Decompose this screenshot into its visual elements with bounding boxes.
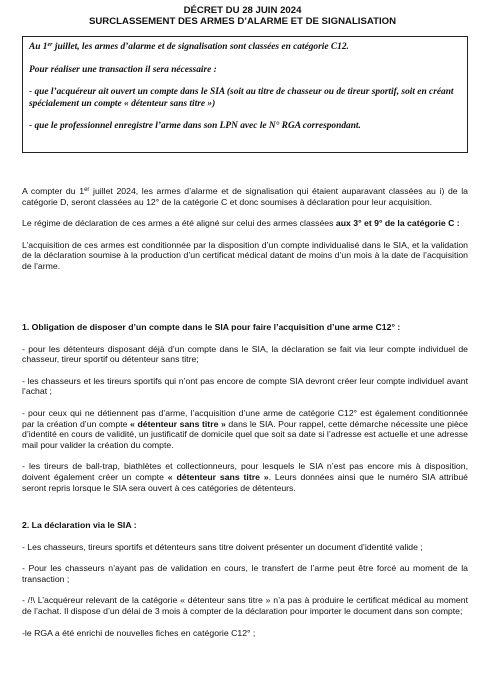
document-title: DÉCRET DU 28 JUIN 2024: [183, 5, 302, 16]
document-subtitle: SURCLASSEMENT DES ARMES D’ALARME ET DE SIGNALISATION: [88, 16, 396, 27]
section-2-heading: 2. La déclaration via le SIA :: [22, 520, 137, 530]
summary-line-4: - que le professionnel enregistre l’arme dans son LPN avec le N° RGA correspondant.: [29, 121, 361, 131]
intro-paragraph-3: L’acquisition de ces armes est conditionnée par la disposition d’un compte individualisé dans le SIA, et la validation de la déclaration soumise à la production d’un certificat médical datant de moins d’un mois à la date de l’acquisition de l’arme.: [22, 239, 468, 271]
summary-box: [22, 36, 468, 153]
section-1-paragraph-1: - pour les détenteurs disposant déjà d’un compte dans le SIA, la déclaration se fait via leur compte individuel de chasseur, tireur sportif ou détenteur sans titre;: [22, 343, 468, 365]
intro-paragraph-1: A compter du 1er juillet 2024, les armes d’alarme et de signalisation qui étaient auparavant classées au i) de la catégorie D, seront classées au 12° de la catégorie C et donc soumises à déclaration pour leur acquisition.: [22, 186, 469, 207]
summary-line-1: Au 1er juillet, les armes d’alarme et de signalisation sont classées en catégorie C12.: [29, 42, 349, 52]
section-1-heading: 1. Obligation de disposer d’un compte dans le SIA pour faire l’acquisition d’une arme C12° :: [22, 322, 401, 332]
intro-section: [22, 186, 468, 283]
intro-paragraph-2: Le régime de déclaration de ces armes a été aligné sur celui des armes classées aux 3° et 9° de la catégorie C :: [22, 218, 460, 229]
section-2: [22, 520, 468, 649]
section-2-paragraph-4: -le RGA a été enrichi de nouvelles fiches en catégorie C12° ;: [22, 627, 256, 638]
section-2-paragraph-1: - Les chasseurs, tireurs sportifs et détenteurs sans titre doivent présenter un document d’identité valide ;: [22, 541, 423, 552]
section-1-paragraph-4: - les tireurs de ball-trap, biathlètes et collectionneurs, pour lesquels le SIA n’est pas encore mis à disposition, doivent également créer un compte « détenteur sans titre ». Leurs données ainsi que le numéro SIA attribué seront repris lorsque le SIA sera ouvert à ces catégories de détenteurs.: [22, 461, 468, 493]
summary-line-3: - que l’acquéreur ait ouvert un compte dans le SIA (soit au titre de chasseur ou de tireur sportif, soit en créant spécialement un compte « détenteur sans titre »): [29, 87, 454, 109]
section-1-paragraph-2: - les chasseurs et les tireurs sportifs qui n’ont pas encore de compte SIA devront créer leur compte individuel avant l’achat ;: [22, 375, 468, 397]
section-2-paragraph-2: - Pour les chasseurs n’ayant pas de validation en cours, le transfert de l’arme peut être forcé au moment de la transaction ;: [22, 563, 468, 584]
summary-line-2: Pour réaliser une transaction il sera nécessaire :: [29, 64, 217, 75]
section-2-paragraph-3: - /!\ L’acquéreur relevant de la catégorie « détenteur sans titre » n’a pas à produire le certificat médical au moment de l’achat. Il dispose d’un délai de 3 mois à compter de la déclaration pour importer le document dans son compte;: [22, 595, 468, 616]
section-1: [22, 322, 468, 504]
section-1-paragraph-3: - pour ceux qui ne détiennent pas d’arme, l’acquisition d’une arme de catégorie C12° est également conditionnée par la création d’un compte « détenteur sans titre » dans le SIA. Pour rappel, cette démarche nécessite une pièce d’identité en cours de validité, un justificatif de domicile quel que soit sa date si l’adresse est actuelle et une adresse mail pour valider la création du compte.: [22, 407, 468, 450]
